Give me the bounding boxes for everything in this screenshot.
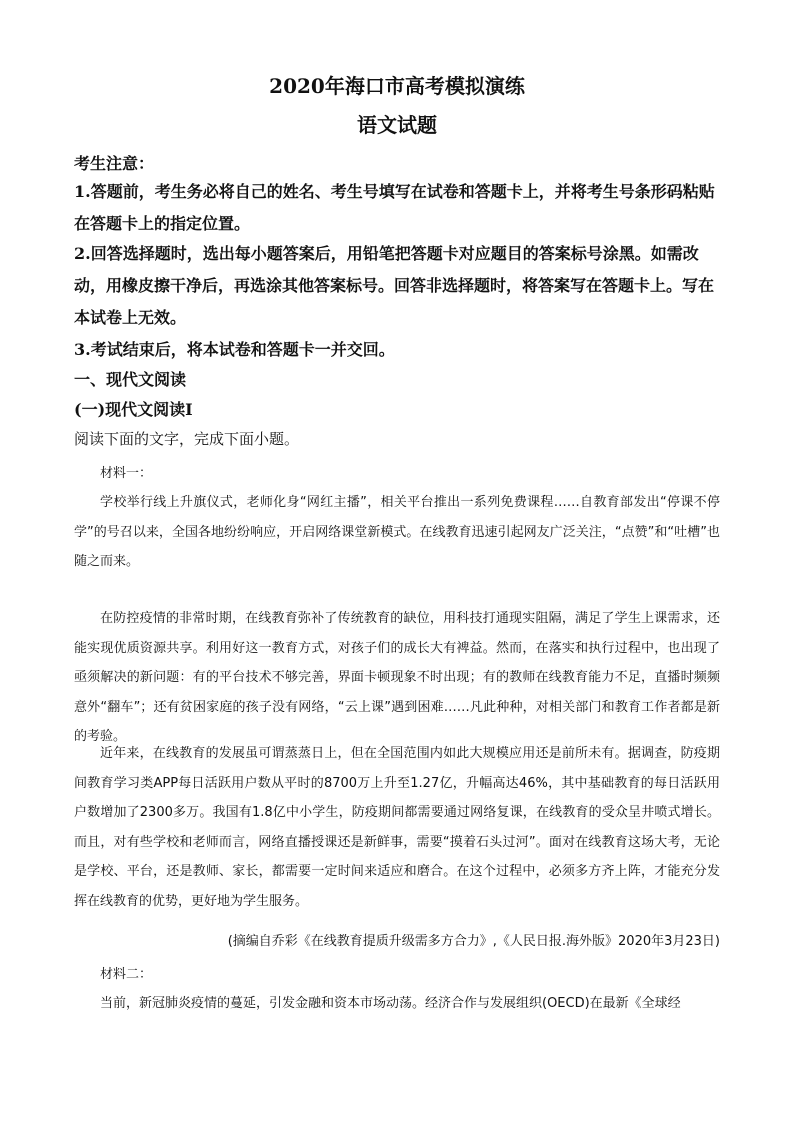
notice-item-1: 1.答题前，考生务必将自己的姓名、考生号填写在试卷和答题卡上，并将考生号条形码粘贴在答题卡上的指定位置。: [74, 182, 715, 233]
notice-item-2: 2.回答选择题时，选出每小题答案后，用铅笔把答题卡对应题目的答案标号涂黑。如需改动，用橡皮擦干净后，再选涂其他答案标号。回答非选择题时，将答案写在答题卡上。写在本试卷上无效。: [74, 244, 715, 327]
material-1-source: (摘编自乔彩《在线教育提质升级需多方合力》,《人民日报.海外版》2020年3月23日): [227, 934, 720, 949]
material-1-label: 材料一：: [100, 466, 153, 481]
material-1-paragraph-1: 学校举行线上升旗仪式，老师化身“网红主播”，相关平台推出一系列免费课程……自教育部发出“停课不停学”的号召以来，全国各地纷纷响应，开启网络课堂新模式。在线教育迅速引起网友广泛关注，“点赞”和“吐槽”也随之而来。: [74, 495, 720, 569]
material-1-paragraph-3: 近年来，在线教育的发展虽可谓蒸蒸日上，但在全国范围内如此大规模应用还是前所未有。据调查，防疫期间教育学习类APP每日活跃用户数从平时的8700万上升至1.27亿，升幅高达46%，其中基础教育的每日活跃用户数增加了2300多万。我国有1.8亿中小学生，防疫期间都需要通过网络复课，在线教育的受众呈井喷式增长。而且，对有些学校和老师而言，网络直播授课还是新鲜事，需要“摸着石头过河”。面对在线教育这场大考，无论是学校、平台，还是教师、家长，都需要一定时间来适应和磨合。在这个过程中，必须多方齐上阵，才能充分发挥在线教育的优势，更好地为学生服务。: [74, 746, 720, 909]
exam-subject: 语文试题: [357, 113, 437, 137]
material-2-label: 材料二：: [100, 967, 153, 982]
material-1-paragraph-2: 在防控疫情的非常时期，在线教育弥补了传统教育的缺位，用科技打通现实阻隔，满足了学生上课需求，还能实现优质资源共享。利用好这一教育方式，对孩子们的成长大有裨益。然而，在落实和执行过程中，也出现了亟须解决的新问题：有的平台技术不够完善，界面卡顿现象不时出现；有的教师在线教育能力不足，直播时频频意外“翻车”；还有贫困家庭的孩子没有网络，“云上课”遇到困难……凡此种种，对相关部门和教育工作者都是新的考验。: [74, 611, 720, 744]
reading-instruction: 阅读下面的文字，完成下面小题。: [74, 430, 300, 448]
notice-heading: 考生注意：: [74, 154, 155, 173]
notice-item-3: 3.考试结束后，将本试卷和答题卡一并交回。: [74, 340, 395, 359]
exam-title: 2020年海口市高考模拟演练: [269, 74, 525, 98]
section-subtitle: (一)现代文阅读Ⅰ: [74, 400, 193, 419]
material-2-paragraph-1: 当前，新冠肺炎疫情的蔓延，引发金融和资本市场动荡。经济合作与发展组织(OECD)在最新《全球经: [100, 996, 681, 1011]
section-title: 一、现代文阅读: [74, 370, 187, 389]
